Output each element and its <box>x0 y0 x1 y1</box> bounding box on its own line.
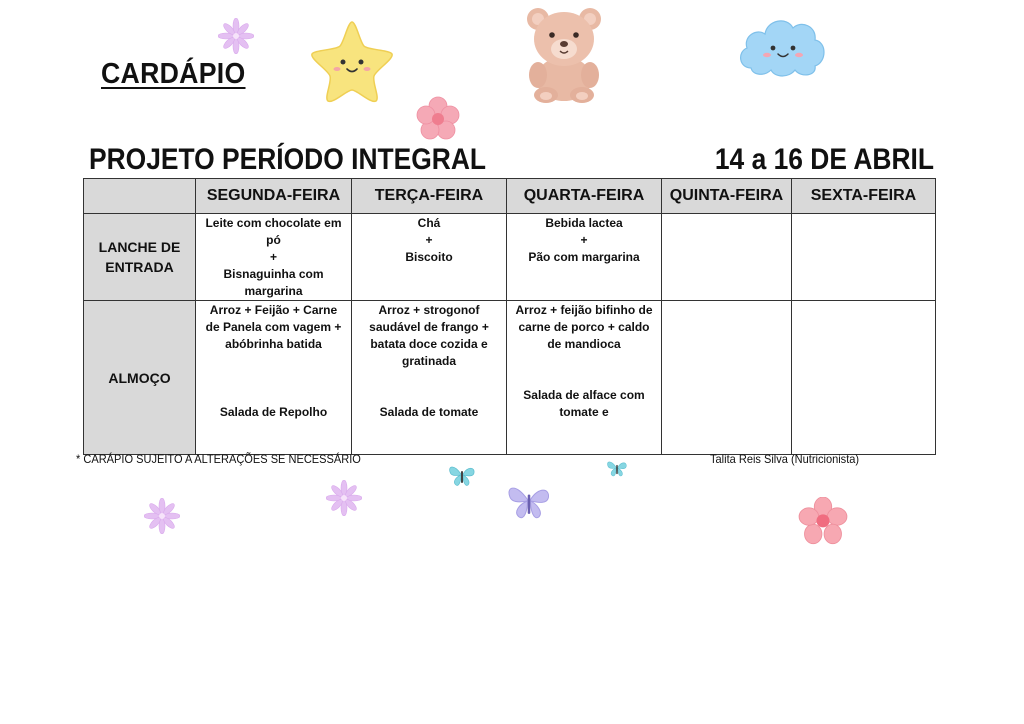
day-header-terca: TERÇA-FEIRA <box>352 179 507 214</box>
cell-almoco-quinta <box>662 301 792 455</box>
cloud-icon <box>735 12 829 82</box>
menu-line: carne de porco + caldo <box>518 320 650 334</box>
disclaimer-note: * CARÁPIO SUJEITO A ALTERAÇÕES SE NECESSÁRIO <box>76 452 361 466</box>
day-header-sexta: SEXTA-FEIRA <box>792 179 936 214</box>
row-label-line: ENTRADA <box>105 259 174 275</box>
cell-almoco-terca <box>352 301 507 455</box>
menu-line: + <box>425 233 433 247</box>
salad-line: tomate e <box>559 405 609 419</box>
menu-line: Arroz + Feijão + Carne <box>209 303 338 317</box>
salad-line: Salada de tomate <box>379 405 479 419</box>
menu-line: Arroz + feijão bifinho de <box>515 303 653 317</box>
date-range: 14 a 16 DE ABRIL <box>714 143 934 176</box>
flower-icon <box>415 96 461 142</box>
nutritionist-signature: Talita Reis Silva (Nutricionista) <box>710 452 860 466</box>
menu-line: + <box>580 233 588 247</box>
butterfly-icon <box>606 458 628 478</box>
menu-line: Chá <box>417 216 441 230</box>
row-label-lanche <box>84 214 196 301</box>
cell-lanche-segunda <box>196 214 352 301</box>
menu-line: pó <box>266 233 281 247</box>
flower-icon <box>218 18 254 54</box>
menu-line: Bebida lactea <box>545 216 623 230</box>
menu-line: saudável de frango + <box>369 320 489 334</box>
row-label-line: LANCHE DE <box>98 239 181 255</box>
menu-line: Bisnaguinha com <box>223 267 324 281</box>
menu-line: gratinada <box>401 354 456 368</box>
cell-lanche-quinta <box>662 214 792 301</box>
teddy-bear-icon <box>518 5 610 103</box>
flower-icon <box>795 497 851 547</box>
table-header-row <box>84 179 936 214</box>
menu-line: Arroz + strogonof <box>378 303 480 317</box>
row-label-almoco: ALMOÇO <box>84 301 196 455</box>
menu-line: Biscoito <box>405 250 453 264</box>
table-row-lanche <box>84 214 936 301</box>
menu-table <box>83 178 936 455</box>
page-heading: CARDÁPIO <box>101 58 246 90</box>
cell-almoco-sexta <box>792 301 936 455</box>
menu-line: de mandioca <box>547 337 621 351</box>
menu-line: de Panela com vagem + <box>205 320 342 334</box>
star-icon <box>308 18 396 104</box>
project-title: PROJETO PERÍODO INTEGRAL <box>89 143 487 176</box>
day-header-segunda: SEGUNDA-FEIRA <box>196 179 352 214</box>
menu-line: Pão com margarina <box>528 250 640 264</box>
cell-lanche-terca <box>352 214 507 301</box>
cell-lanche-quarta <box>507 214 662 301</box>
menu-line: batata doce cozida e <box>370 337 488 351</box>
butterfly-icon <box>506 480 552 522</box>
flower-icon <box>326 480 362 516</box>
menu-line: abóbrinha batida <box>225 337 322 351</box>
menu-line: margarina <box>244 284 303 298</box>
cell-almoco-quarta <box>507 301 662 455</box>
table-corner-cell <box>84 179 196 214</box>
flower-icon <box>144 498 180 534</box>
butterfly-icon <box>448 462 476 488</box>
cell-almoco-segunda <box>196 301 352 455</box>
day-header-quinta: QUINTA-FEIRA <box>662 179 792 214</box>
day-header-quarta: QUARTA-FEIRA <box>507 179 662 214</box>
menu-line: Leite com chocolate em <box>205 216 342 230</box>
salad-line: Salada de Repolho <box>219 405 328 419</box>
table-row-almoco <box>84 301 936 455</box>
cell-lanche-sexta <box>792 214 936 301</box>
salad-line: Salada de alface com <box>523 388 645 402</box>
menu-line: + <box>269 250 277 264</box>
